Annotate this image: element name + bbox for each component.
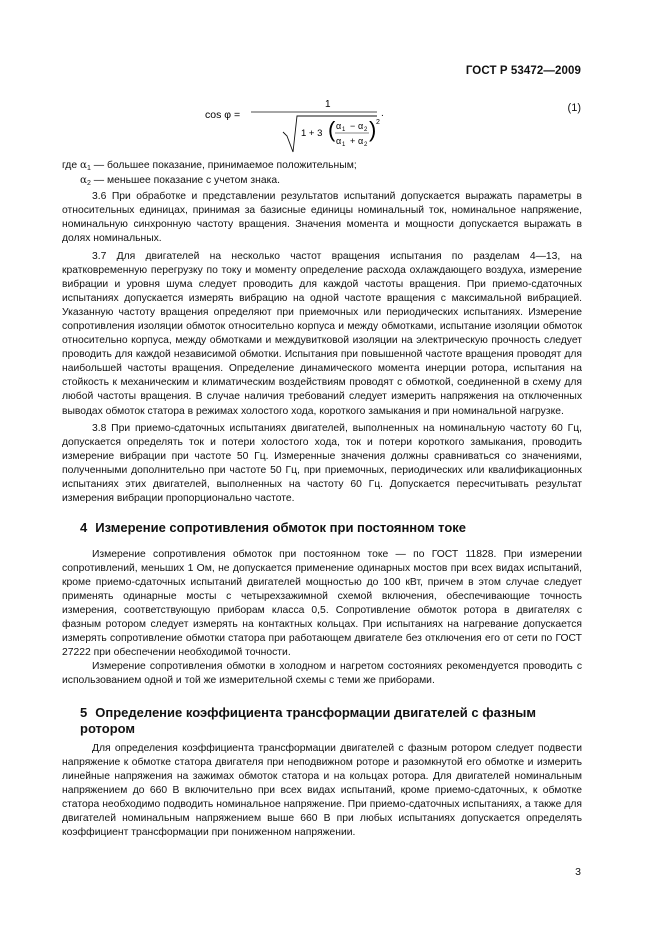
- formula-term-one: 1 + 3: [301, 128, 323, 139]
- den-sub1: 1: [342, 142, 346, 148]
- formula-period: .: [381, 108, 384, 119]
- num-sub1: 1: [342, 127, 346, 133]
- section-4-title: Измерение сопротивления обмоток при постоянном токе: [95, 520, 467, 535]
- paragraph-3-8: 3.8 При приемо-сдаточных испытаниях двигателей, выполненных на номинальную частоту 60 Гц, допускается определять ток и потери холостого хода, ток и потери короткого замыкания, проводить измерение вибрации при частоте 50 Гц. Измеренные значения должны сравниваться со значениями, полученными дополнительно при частоте 50 Гц, при приемочных, периодических или квалификационных испытаниях этих двигателей, выполненных на частоту 60 Гц. Допускается пересчитывать результат измерения вибрации пропорционально частоте.: [62, 423, 582, 505]
- section-4-paragraph-1: Измерение сопротивления обмоток при постоянном токе — по ГОСТ 11828. При измерении сопротивлений, меньших 1 Ом, не допускается применение одинарных мостов при всех видах испытаний, кроме приемо-сдаточных испытаний двигателей мощностью до 100 кВт, причем в этом случае следует применять одинарные мосты с четырехзажимной схемой включения, обеспечивающие точность измерения, соответствующую приборам класса 0,5. Сопротивление обмоток ротора в двигателях с фазным ротором следует измерять на контактных кольцах. При испытаниях на нагревание допускается измерять сопротивление обмотки статора при работающем двигателе без отключения его от сети по ГОСТ 27222 при обеспечении необходимой точности.: [62, 549, 582, 659]
- num-alpha1: α: [336, 121, 342, 131]
- page-number: 3: [575, 866, 581, 878]
- alpha1-symbol: α: [79, 159, 87, 171]
- alpha2-text: — меньшее показание с учетом знака.: [90, 175, 280, 186]
- equation-number: (1): [567, 102, 581, 114]
- section-5-paragraph-1: Для определения коэффициента трансформации двигателей с фазным ротором следует подвести напряжение к обмотке статора двигателя при неподвижном роторе и разомкнутой его обмотке и измерить линейные напряжения на зажимах обмоток статора и на кольцах ротора. Для двигателей номинальным напряжением до 660 В включительно при всех видах испытаний, кроме приемо-сдаточных, к обмотке статора необходимо подводить номинальное напряжение. При приемо-сдаточных испытаниях, а также для двигателей номинальным напряжением выше 660 В при любых испытаниях допускается определять коэффициент трансформации при пониженном напряжении.: [62, 743, 582, 839]
- den-sub2: 2: [364, 142, 368, 148]
- paragraph-3-7: 3.7 Для двигателей на несколько частот вращения испытания по разделам 4—13, на кратковременную перегрузку по току и моменту определение расхода охлаждающего воздуха, измерение вибрации и уровня шума следует проводить для каждой частоты вращения. При приемо-сдаточных испытаниях допускается измерять вибрацию на одной частоте вращения с максимальной вибрацией. Указанную частоту вращения определяют при приемочных или периодических испытаниях. Измерение сопротивления изоляции обмоток относительно корпуса и между обмотками, испытание изоляции обмоток относительно корпуса, между обмотками и междувитковой изоляции на электрическую прочность следует проводить для каждой независимой обмотки. Испытания при повышенной частоте вращения проводят для наибольшей частоты вращения. Определение динамического момента инерции ротора, испытания на стойкость к механическим и климатическим воздействиям проводят с обмоткой, соединенной в схему для любой частоты вращения. В случае наличия требований следует измерить напряжения на отключенных выводах обмоток статора в режимах холостого хода, короткого замыкания и при номинальной нагрузке.: [62, 251, 582, 417]
- section-4-number: 4: [80, 520, 88, 535]
- num-minus: −: [350, 121, 356, 131]
- formula-numerator: 1: [325, 99, 331, 110]
- formula-graphic: [205, 96, 405, 156]
- alpha1-subscript: 1: [86, 165, 91, 172]
- section-5-title: Определение коэффициента трансформации двигателей с фазным ротором: [80, 705, 536, 736]
- paragraph-3-8-block: [62, 422, 582, 506]
- section-5-heading: [80, 705, 550, 737]
- alpha1-text: — большее показание, принимаемое положительным;: [90, 160, 357, 171]
- section-5-number: 5: [80, 705, 88, 720]
- formula-1: [0, 96, 661, 156]
- num-sub2: 2: [364, 127, 368, 133]
- den-alpha2: α: [358, 136, 364, 146]
- formula-definitions: [62, 158, 582, 188]
- section-4-heading: [80, 520, 550, 536]
- section-5-body: [62, 742, 582, 840]
- den-alpha1: α: [336, 136, 342, 146]
- formula-exponent: 2: [376, 119, 380, 126]
- definition-prefix: где: [62, 160, 80, 171]
- alpha2-symbol: α: [80, 174, 87, 186]
- num-alpha2: α: [358, 121, 364, 131]
- standard-header: ГОСТ Р 53472—2009: [465, 65, 581, 77]
- definition-alpha2: [62, 173, 582, 188]
- paragraph-3-7-block: [62, 250, 582, 419]
- section-4-body: [62, 548, 582, 688]
- left-paren: (: [328, 117, 336, 142]
- section-4-paragraph-2: Измерение сопротивления обмотки в холодном и нагретом состояниях рекомендуется проводить с использованием одной и той же измерительной схемы с теми же приборами.: [62, 661, 582, 687]
- formula-lhs: cos φ =: [205, 109, 241, 121]
- paragraph-3-6-block: [62, 190, 582, 246]
- right-paren: ): [369, 117, 377, 142]
- definition-alpha1: [62, 158, 582, 173]
- paragraph-3-6: 3.6 При обработке и представлении результатов испытаний допускается выражать параметры в относительных единицах, принимая за базисные единицы номинальный ток, номинальное напряжение, номинальную синхронную частоту вращения. Значения момента и мощности допускается выражать в долях номинальных.: [62, 191, 582, 245]
- den-plus: +: [350, 136, 356, 146]
- alpha2-subscript: 2: [87, 180, 91, 187]
